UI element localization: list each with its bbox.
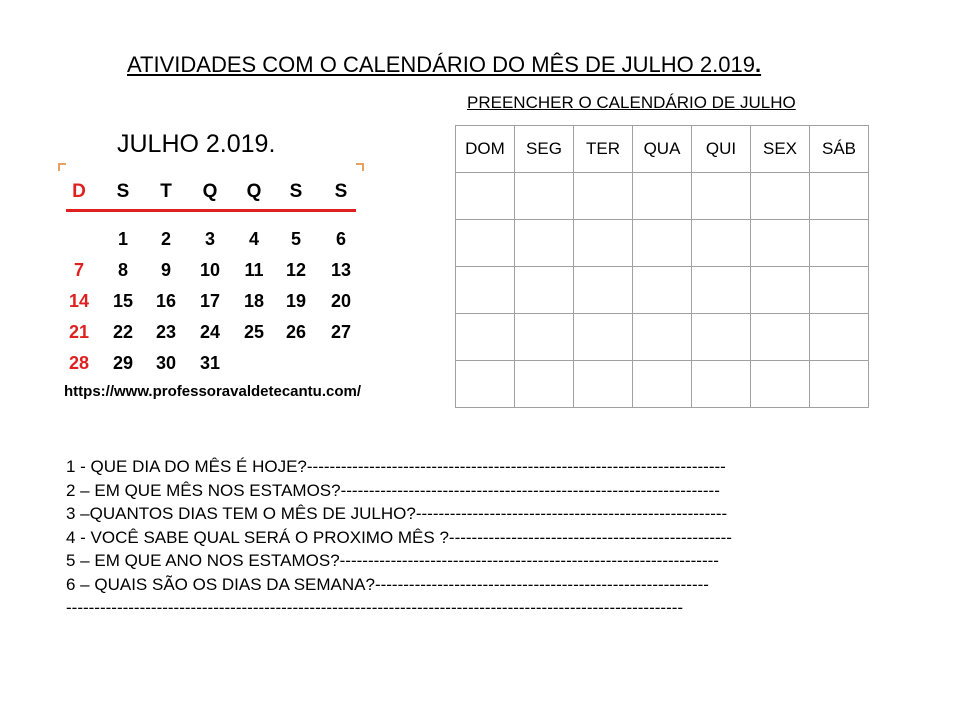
grid-day-cell[interactable]: [515, 314, 574, 361]
grid-day-cell[interactable]: [810, 220, 869, 267]
grid-day-cell[interactable]: [810, 361, 869, 408]
mini-day-number: 8: [117, 260, 128, 280]
mini-day-number: 4: [248, 229, 259, 249]
grid-day-cell[interactable]: [515, 220, 574, 267]
header-underline: [66, 209, 356, 212]
mini-weekday-header: Q: [202, 181, 218, 202]
grid-day-cell[interactable]: [515, 267, 574, 314]
mini-day-number: 1: [117, 229, 128, 249]
source-url: https://www.professoravaldetecantu.com/: [64, 383, 362, 400]
grid-day-cell[interactable]: [456, 361, 515, 408]
mini-day-number: 19: [285, 291, 307, 311]
grid-weekday-header: SEG: [515, 126, 574, 173]
mini-day-number: 9: [160, 260, 171, 280]
question-line: 1 - QUE DIA DO MÊS É HOJE?--------------------------------------------------------------------------: [66, 457, 726, 476]
mini-weekday-header: S: [116, 181, 130, 202]
mini-day-number: 29: [112, 353, 134, 373]
grid-day-cell[interactable]: [751, 220, 810, 267]
mini-day-number: 24: [199, 322, 221, 342]
grid-day-cell[interactable]: [633, 267, 692, 314]
grid-weekday-header: TER: [574, 126, 633, 173]
question-line: 5 – EM QUE ANO NOS ESTAMOS?-------------------------------------------------------------------: [66, 551, 719, 570]
grid-weekday-header: DOM: [456, 126, 515, 173]
mini-day-number: 17: [199, 291, 221, 311]
mini-day-number: 6: [335, 229, 346, 249]
grid-day-cell[interactable]: [810, 267, 869, 314]
grid-week-row: [456, 220, 869, 267]
blank-calendar-grid: [455, 125, 869, 408]
mini-day-number: 2: [160, 229, 171, 249]
fill-calendar-instruction: PREENCHER O CALENDÁRIO DE JULHO: [467, 93, 796, 112]
grid-day-cell[interactable]: [515, 173, 574, 220]
grid-day-cell[interactable]: [751, 361, 810, 408]
mini-weekday-header: S: [334, 181, 348, 202]
mini-day-number: 15: [112, 291, 134, 311]
grid-weekday-header: QUI: [692, 126, 751, 173]
mini-weekday-header: Q: [246, 181, 262, 202]
grid-day-cell[interactable]: [751, 314, 810, 361]
mini-day-number: 20: [330, 291, 352, 311]
grid-week-row: [456, 267, 869, 314]
grid-day-cell[interactable]: [810, 314, 869, 361]
worksheet-title-text: ATIVIDADES COM O CALENDÁRIO DO MÊS DE JULHO 2.019: [127, 52, 755, 77]
question-line: 6 – QUAIS SÃO OS DIAS DA SEMANA?-----------------------------------------------------------: [66, 574, 709, 594]
grid-day-cell[interactable]: [751, 267, 810, 314]
grid-day-cell[interactable]: [515, 361, 574, 408]
mini-day-number: 11: [244, 260, 264, 280]
grid-day-cell[interactable]: [574, 267, 633, 314]
grid-weekday-header: SÁB: [810, 126, 869, 173]
mini-day-number: 12: [285, 260, 307, 280]
grid-day-cell[interactable]: [692, 220, 751, 267]
question-line: 3 –QUANTOS DIAS TEM O MÊS DE JULHO?-------------------------------------------------------: [66, 504, 728, 523]
question-line: 4 - VOCÊ SABE QUAL SERÁ O PROXIMO MÊS ?--------------------------------------------------: [66, 527, 732, 547]
mini-day-number: 18: [243, 291, 265, 311]
mini-calendar-title: JULHO 2.019.: [117, 130, 276, 158]
mini-day-number: 27: [330, 322, 352, 342]
grid-day-cell[interactable]: [574, 314, 633, 361]
grid-day-cell[interactable]: [633, 361, 692, 408]
grid-day-cell[interactable]: [692, 361, 751, 408]
answer-line: -------------------------------------------------------------------------------------------------------------: [66, 598, 684, 617]
grid-day-cell[interactable]: [456, 314, 515, 361]
grid-week-row: [456, 173, 869, 220]
question-list: [66, 455, 732, 620]
grid-day-cell[interactable]: [456, 220, 515, 267]
grid-week-row: [456, 314, 869, 361]
mini-day-number: 10: [199, 260, 221, 280]
grid-day-cell[interactable]: [456, 267, 515, 314]
mini-day-number: 22: [112, 322, 134, 342]
grid-day-cell[interactable]: [574, 173, 633, 220]
corner-mark-left: [58, 163, 66, 171]
mini-day-number: 28: [68, 353, 90, 373]
grid-day-cell[interactable]: [692, 173, 751, 220]
worksheet-title: [127, 52, 761, 78]
grid-day-cell[interactable]: [574, 361, 633, 408]
mini-calendar: [58, 163, 364, 376]
grid-week-row: [456, 361, 869, 408]
grid-day-cell[interactable]: [692, 314, 751, 361]
grid-weekday-header: SEX: [751, 126, 810, 173]
grid-day-cell[interactable]: [633, 314, 692, 361]
grid-day-cell[interactable]: [633, 173, 692, 220]
mini-day-number: 14: [68, 291, 90, 311]
mini-weekday-header: S: [289, 181, 303, 202]
worksheet-title-dot: .: [754, 52, 762, 77]
mini-day-number: 31: [199, 353, 221, 373]
grid-day-cell[interactable]: [751, 173, 810, 220]
mini-day-number: 25: [243, 322, 265, 342]
blank-calendar-header-row: [456, 126, 869, 173]
grid-day-cell[interactable]: [456, 173, 515, 220]
grid-day-cell[interactable]: [574, 220, 633, 267]
question-line: 2 – EM QUE MÊS NOS ESTAMOS?-------------------------------------------------------------------: [66, 480, 720, 500]
mini-day-number: 7: [73, 260, 84, 280]
grid-day-cell[interactable]: [810, 173, 869, 220]
corner-mark-right: [356, 163, 364, 171]
mini-day-number: 30: [155, 353, 177, 373]
grid-weekday-header: QUA: [633, 126, 692, 173]
mini-weekday-header: D: [72, 181, 86, 202]
mini-day-number: 5: [290, 229, 301, 249]
mini-day-number: 3: [204, 229, 215, 249]
mini-day-number: 13: [330, 260, 352, 280]
mini-day-number: 21: [68, 322, 90, 342]
mini-day-number: 26: [285, 322, 307, 342]
grid-day-cell[interactable]: [692, 267, 751, 314]
mini-weekday-header: T: [160, 181, 172, 202]
mini-day-number: 16: [155, 291, 177, 311]
grid-day-cell[interactable]: [633, 220, 692, 267]
mini-day-number: 23: [155, 322, 177, 342]
